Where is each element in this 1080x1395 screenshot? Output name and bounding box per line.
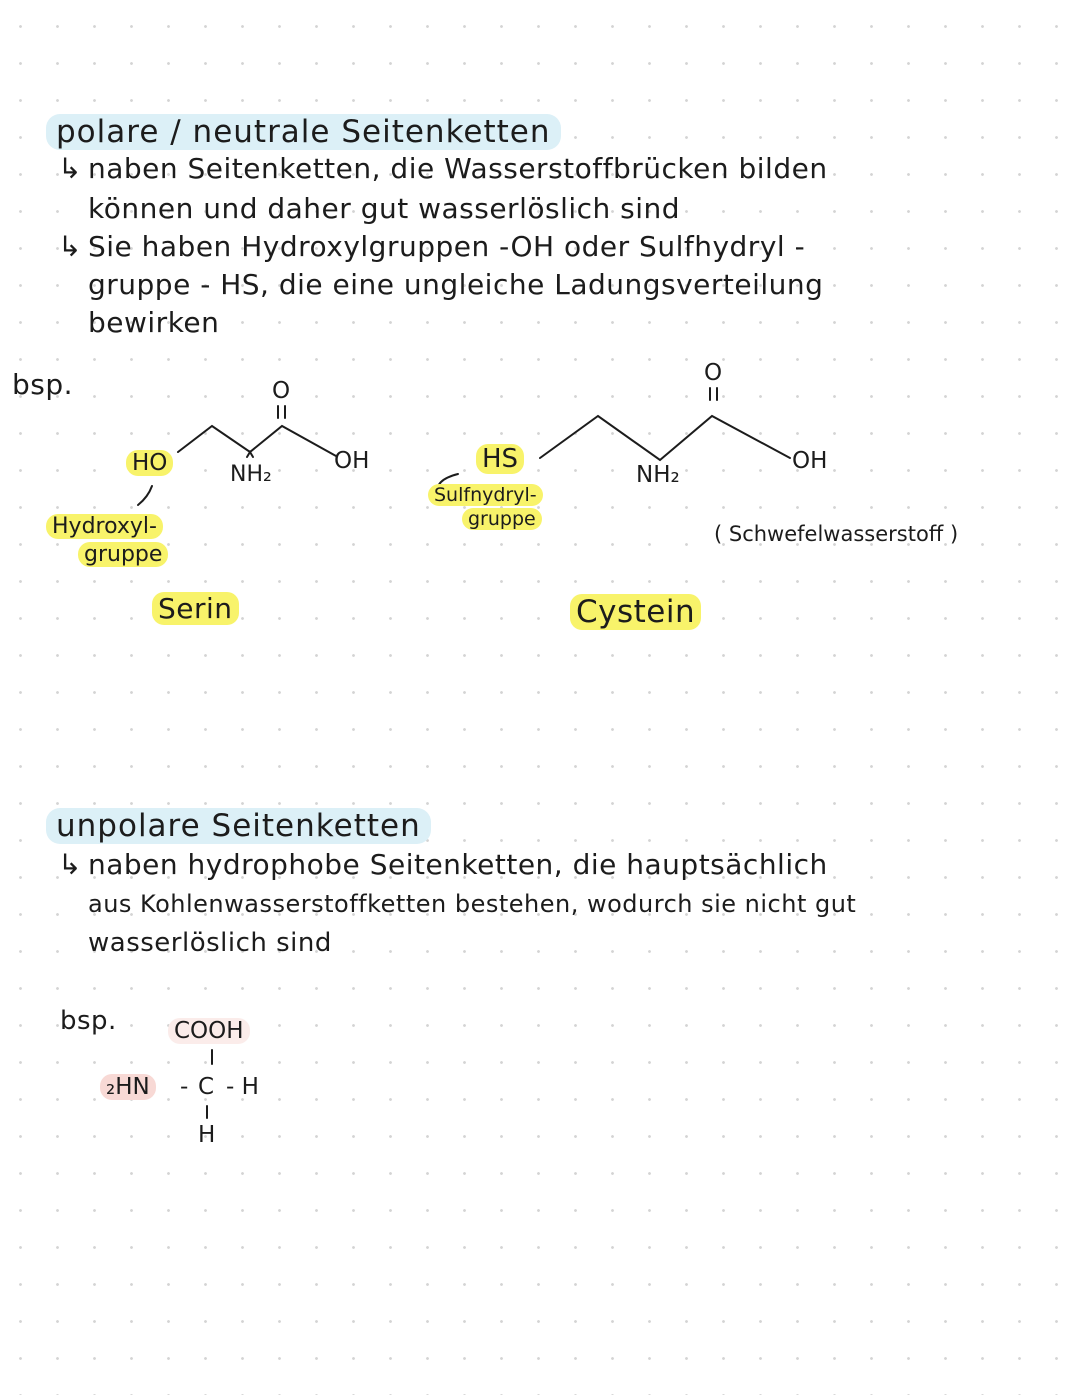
serin-ho-label: HO xyxy=(126,450,173,476)
glycin-dash-left: - xyxy=(180,1074,189,1100)
text-line-2: können und daher gut wasserlöslich sind xyxy=(88,192,681,225)
text-line-3: ↳ Sie haben Hydroxylgruppen -OH oder Sulfhydryl - xyxy=(58,230,806,263)
serin-group-label-2: gruppe xyxy=(78,542,168,567)
glycin-c-label: C xyxy=(198,1074,215,1100)
cystein-bond-1 xyxy=(540,416,790,460)
serin-bond-1 xyxy=(178,426,336,456)
serin-group-label-1: Hydroxyl- xyxy=(46,514,163,539)
serin-o-label: O xyxy=(272,378,291,404)
cystein-group-label-1: Sulfnydryl- xyxy=(428,484,543,506)
heading-unpolar: unpolare Seitenketten xyxy=(46,808,431,844)
glycin-nh2-label: ₂HN xyxy=(100,1074,156,1100)
cystein-hs-label: HS xyxy=(476,444,524,474)
cystein-oh-label: OH xyxy=(792,448,828,474)
glycin-h-right-label: - H xyxy=(226,1074,259,1100)
serin-pointer xyxy=(138,486,152,505)
text-line-5: bewirken xyxy=(88,306,220,339)
text-line-6: ↳ naben hydrophobe Seitenketten, die hauptsächlich xyxy=(58,848,828,881)
text-line-1: ↳ naben Seitenketten, die Wasserstoffbrücken bilden xyxy=(58,152,828,185)
cystein-note: ( Schwefelwasserstoff ) xyxy=(714,522,959,546)
text-line-7: aus Kohlenwasserstoffketten bestehen, wodurch sie nicht gut xyxy=(88,890,857,918)
serin-name: Serin xyxy=(152,592,239,625)
arrow-icon: ↳ xyxy=(58,848,82,881)
cystein-group-label-2: gruppe xyxy=(462,508,542,530)
cystein-o-label: O xyxy=(704,360,723,386)
text-line-8: wasserlöslich sind xyxy=(88,928,332,958)
cystein-name: Cystein xyxy=(570,594,701,630)
text-line-4: gruppe - HS, die eine ungleiche Ladungsverteilung xyxy=(88,268,824,301)
example-label-polar: bsp. xyxy=(12,368,74,401)
example-label-unpolar: bsp. xyxy=(60,1006,117,1036)
glycin-cooh-label: COOH xyxy=(168,1018,250,1044)
arrow-icon: ↳ xyxy=(58,230,82,263)
serin-nh2-label: NH₂ xyxy=(230,462,272,487)
serin-oh-label: OH xyxy=(334,448,370,474)
heading-polar: polare / neutrale Seitenketten xyxy=(46,114,561,150)
cystein-nh2-label: NH₂ xyxy=(636,462,680,488)
arrow-icon: ↳ xyxy=(58,152,82,185)
glycin-h-bottom-label: H xyxy=(198,1122,216,1148)
serin-wedge xyxy=(247,452,253,457)
